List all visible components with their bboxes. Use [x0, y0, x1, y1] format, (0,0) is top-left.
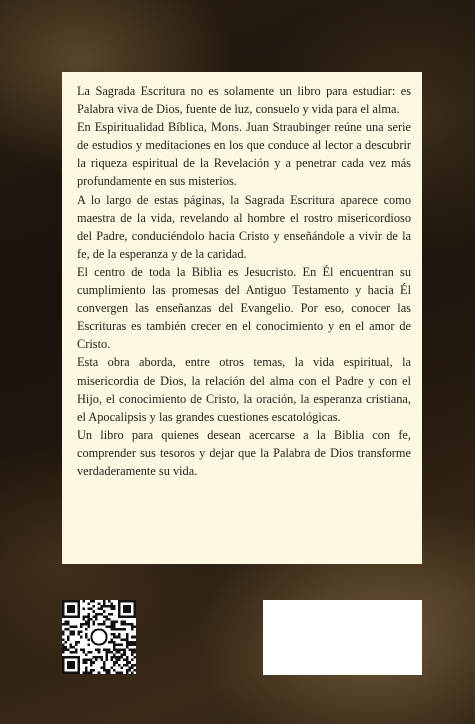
back-cover-text-panel [62, 72, 422, 564]
paragraph-4: El centro de toda la Biblia es Jesucristo. En Él encuentran su cumplimiento las promesas del Antiguo Testamento y hacia Él convergen las enseñanzas del Evangelio. Por eso, conocer las Escrituras es también crecer en el conocimiento y en el amor de Cristo. [77, 264, 411, 352]
barcode-placeholder [263, 600, 422, 675]
paragraph-1: La Sagrada Escritura no es solamente un libro para estudiar: es Palabra viva de Dios, fuente de luz, consuelo y vida para el alma. [77, 84, 411, 117]
qr-code-icon [62, 600, 136, 674]
paragraph-3: A lo largo de estas páginas, la Sagrada Escritura aparece como maestra de la vida, revelando al hombre el rostro misericordioso del Padre, conduciéndolo hacia Cristo y enseñándole a vivir de la fe, de la esperanza y de la caridad. [77, 192, 411, 261]
paragraph-5: Esta obra aborda, entre otros temas, la vida espiritual, la misericordia de Dios, la relación del alma con el Padre y con el Hijo, el conocimiento de Cristo, la oración, la esperanza cristiana, el Apocalipsis y las grandes cuestiones escatológicas. [77, 355, 411, 424]
paragraph-2: En Espiritualidad Bíblica, Mons. Juan Straubinger reúne una serie de estudios y meditaciones en los que conduce al lector a descubrir la riqueza espiritual de la Revelación y a penetrar cada vez más profundamente en sus misterios. [77, 120, 411, 189]
paragraph-6: Un libro para quienes desean acercarse a la Biblia con fe, comprender sus tesoros y dejar que la Palabra de Dios transforme verdaderamente su vida. [77, 427, 411, 478]
